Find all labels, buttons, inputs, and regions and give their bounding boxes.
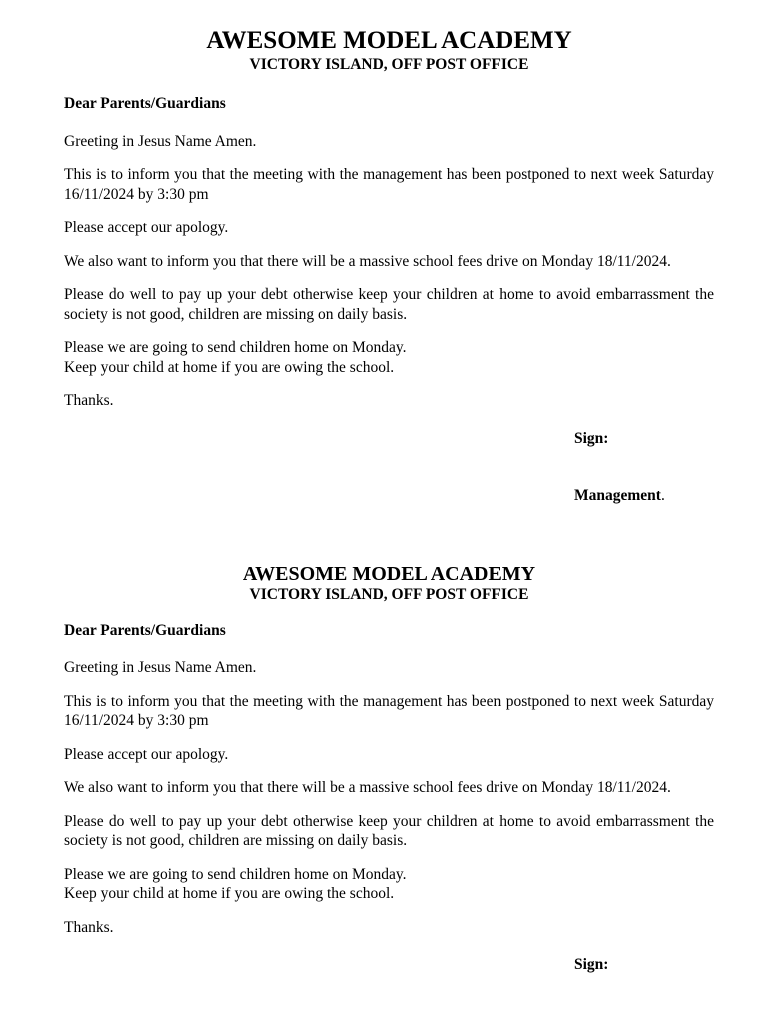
school-name: AWESOME MODEL ACADEMY [242,563,536,585]
thanks: Thanks. [64,392,114,410]
salutation: Dear Parents/Guardians [64,621,226,639]
management-name: Management [574,487,661,505]
send-home-line-2: Keep your child at home if you are owing the school. [64,358,395,376]
fees-drive-paragraph: We also want to inform you that there will be a massive school fees drive on Monday 18/11/2024. [64,252,671,270]
letter-2 [64,563,714,975]
school-address: VICTORY ISLAND, OFF POST OFFICE [249,55,529,73]
management-period: . [660,487,665,505]
letter-1 [64,27,714,506]
send-home-line-1: Please we are going to send children home on Monday. [64,339,407,357]
sign-label: Sign: [574,429,609,447]
salutation: Dear Parents/Guardians [64,95,226,113]
greeting: Greeting in Jesus Name Amen. [64,659,257,677]
meeting-paragraph: This is to inform you that the meeting with the management has been postponed to next week Saturday 16/11/2024 by 3:30 pm [64,166,714,203]
apology-paragraph: Please accept our apology. [64,745,229,763]
fees-drive-paragraph: We also want to inform you that there will be a massive school fees drive on Monday 18/11/2024. [64,779,671,797]
apology-paragraph: Please accept our apology. [64,219,229,237]
send-home-line-2: Keep your child at home if you are owing the school. [64,885,395,903]
thanks: Thanks. [64,918,114,936]
signature-block [574,955,714,975]
greeting: Greeting in Jesus Name Amen. [64,132,257,150]
debt-paragraph: Please do well to pay up your debt otherwise keep your children at home to avoid embarrassment the society is not good, children are missing on daily basis. [64,286,714,323]
school-name: AWESOME MODEL ACADEMY [206,27,572,54]
management-signoff [574,486,714,506]
signature-block [574,429,714,506]
debt-paragraph: Please do well to pay up your debt otherwise keep your children at home to avoid embarrassment the society is not good, children are missing on daily basis. [64,812,714,850]
meeting-paragraph: This is to inform you that the meeting with the management has been postponed to next week Saturday 16/11/2024 by 3:30 pm [64,692,714,730]
send-home-line-1: Please we are going to send children home on Monday. [64,865,407,883]
school-address: VICTORY ISLAND, OFF POST OFFICE [249,586,529,603]
sign-label: Sign: [574,956,609,974]
